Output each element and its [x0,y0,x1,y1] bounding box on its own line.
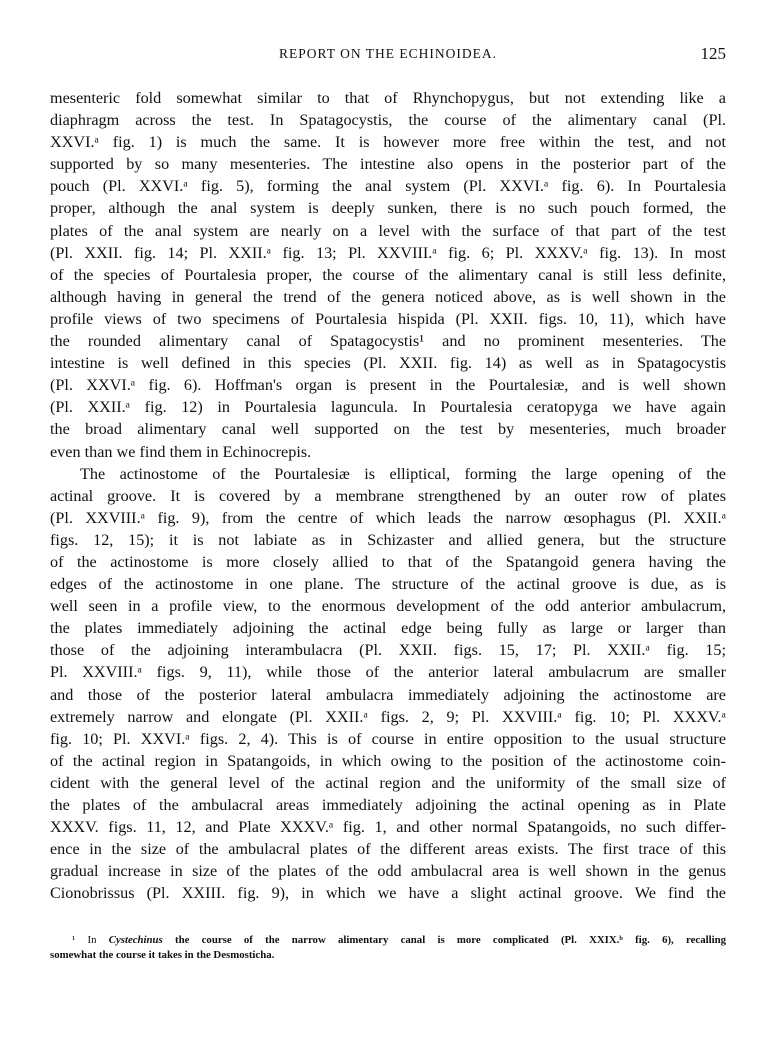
text-line: of the actinal region in Spatangoids, in which owing to the position of the actinostome coin- [50,751,726,770]
text-line: the rounded alimentary canal of Spatagocystis¹ and no prominent mesenteries. The [50,332,726,351]
text-line: figs. 12, 15); it is not labiate as in Schizaster and allied genera, but the structure [50,530,726,549]
text-line: (Pl. XXII. fig. 14; Pl. XXII.ᵃ fig. 13; Pl. XXVIII.ᵃ fig. 6; Pl. XXXV.ᵃ fig. 13). In most [50,243,726,262]
footnote-line: somewhat the course it takes in the Desmosticha. [50,949,275,961]
footnote-text: the course of the narrow alimentary canal is more complicated (Pl. XXIX.ᵇ fig. 6), recalling [175,934,726,946]
text-line: extremely narrow and elongate (Pl. XXII.ᵃ figs. 2, 9; Pl. XXVIII.ᵃ fig. 10; Pl. XXXV.ᵃ [50,707,726,726]
text-line: although having in general the trend of the genera noticed above, as is well shown in the [50,287,726,306]
page-header [50,46,726,68]
footnote-line: ¹ In Cystechinus the course of the narrow alimentary canal is more complicated (Pl. XXIX.ᵇ fig. 6), recalling [72,934,726,946]
text-line: XXVI.ᵃ fig. 1) is much the same. It is however more free within the test, and not [50,133,726,152]
text-line: of the actinostome is more closely allied to that of the Spatangoid genera having the [50,552,726,571]
text-line: plates of the anal system are nearly on a level with the surface of that part of the test [50,221,726,240]
text-line: gradual increase in size of the plates of the odd ambulacral area is well shown in the genus [50,862,726,881]
text-line: ence in the size of the ambulacral plates of the different areas exists. The first trace of this [50,840,726,859]
text-line: well seen in a profile view, to the enormous development of the odd anterior ambulacrum, [50,597,726,616]
footnote-marker: ¹ [72,934,76,946]
text-line: supported by so many mesenteries. The intestine also opens in the posterior part of the [50,155,726,174]
text-line: (Pl. XXVIII.ᵃ fig. 9), from the centre of which leads the narrow œsophagus (Pl. XXII.ᵃ [50,508,726,527]
text-line: of the species of Pourtalesia proper, the course of the alimentary canal is still less definite, [50,265,726,284]
text-line: those of the adjoining interambulacra (Pl. XXII. figs. 15, 17; Pl. XXII.ᵃ fig. 15; [50,641,726,660]
text-line: The actinostome of the Pourtalesiæ is elliptical, forming the large opening of the [80,464,726,483]
footnote [50,933,726,963]
text-line: the broad alimentary canal well supported on the test by mesenteries, much broader [50,420,726,439]
text-line: and those of the posterior lateral ambulacra immediately adjoining the actinostome are [50,685,726,704]
text-line: edges of the actinostome in one plane. The structure of the actinal groove is due, as is [50,575,726,594]
running-title: REPORT ON THE ECHINOIDEA. [279,46,497,61]
text-line: XXXV. figs. 11, 12, and Plate XXXV.ᵃ fig. 1, and other normal Spatangoids, no such differ- [50,818,726,837]
footnote-genus: Cystechinus [108,934,163,946]
text-line: mesenteric fold somewhat similar to that of Rhynchopygus, but not extending like a [50,89,726,107]
text-line: the plates immediately adjoining the actinal edge being fully as large or larger than [50,619,726,638]
text-line: intestine is well defined in this species (Pl. XXII. fig. 14) as well as in Spatagocystis [50,354,726,373]
paragraph-2 [50,463,726,905]
text-line: actinal groove. It is covered by a membrane strengthened by an outer row of plates [50,486,726,505]
paragraph-1 [50,87,726,463]
text-line: even than we find them in Echinocrepis. [50,442,312,461]
text-line: Pl. XXVIII.ᵃ figs. 9, 11), while those of the anterior lateral ambulacrum are smaller [50,663,726,682]
text-line: (Pl. XXII.ᵃ fig. 12) in Pourtalesia laguncula. In Pourtalesia ceratopyga we have again [50,398,726,417]
text-line: Cionobrissus (Pl. XXIII. fig. 9), in which we have a slight actinal groove. We find the [50,884,726,903]
text-line: proper, although the anal system is deeply sunken, there is no such pouch formed, the [50,199,726,218]
text-line: pouch (Pl. XXVI.ᵃ fig. 5), forming the anal system (Pl. XXVI.ᵃ fig. 6). In Pourtalesia [50,177,726,196]
text-line: cident with the general level of the actinal region and the uniformity of the small size of [50,773,726,792]
body-text [50,87,726,904]
page-number: 125 [700,44,726,63]
text-line: fig. 10; Pl. XXVI.ᵃ figs. 2, 4). This is of course in entire opposition to the usual structure [50,729,726,748]
text-line: profile views of two specimens of Pourtalesia hispida (Pl. XXII. figs. 10, 11), which have [50,309,726,328]
text-line: the plates of the ambulacral areas immediately adjoining the actinal opening as in Plate [50,796,726,814]
text-line: (Pl. XXVI.ᵃ fig. 6). Hoffman's organ is present in the Pourtalesiæ, and is well shown [50,376,726,395]
text-line: diaphragm across the test. In Spatagocystis, the course of the alimentary canal (Pl. [50,111,726,130]
